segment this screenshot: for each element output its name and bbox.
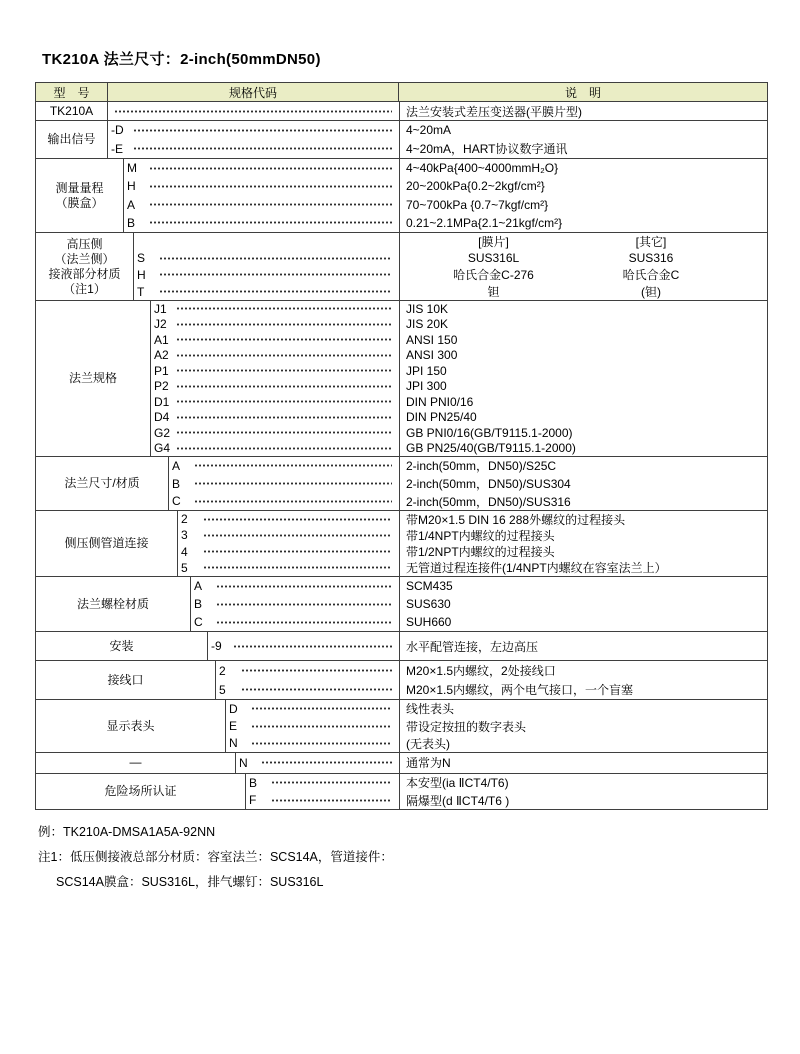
spec-row: [191, 613, 767, 631]
spec-code: -9: [211, 639, 222, 654]
spec-description: 0.21~2.1MPa{2.1~21kgf/cm²}: [399, 214, 767, 232]
spec-description: GB PNI0/16(GB/T9115.1-2000): [399, 425, 767, 441]
section-rows: [108, 121, 767, 158]
hp-material-diaphragm: SUS316L: [467, 251, 520, 266]
spec-description: M20×1.5内螺纹，两个电气接口，一个盲塞: [399, 680, 767, 699]
spec-description: SUS630: [399, 595, 767, 613]
spec-description: 无管道过程连接件(1/4NPT内螺纹在容室法兰上）: [399, 560, 767, 576]
section-label-line: 接线口: [107, 672, 144, 687]
spec-code: T: [137, 284, 145, 299]
header-spec-code: 规格代码: [108, 83, 399, 101]
dotted-leader: [114, 110, 392, 113]
spec-description: 通常为N: [399, 753, 767, 773]
header-description: 说 明: [564, 85, 601, 100]
section-label-line: —: [129, 755, 142, 770]
hp-desc-row: [406, 283, 767, 300]
section-mounting: [36, 632, 767, 661]
spec-code: A2: [154, 348, 169, 363]
spec-row: [191, 595, 767, 613]
note1-line1: 注1：低压侧接液总部分材质：容室法兰：SCS14A，管道接件：: [38, 850, 393, 864]
spec-table: [35, 82, 768, 810]
section-label: [36, 102, 108, 120]
section-label: [36, 301, 151, 456]
header-model: 型 号: [36, 83, 108, 101]
dotted-leader: [251, 707, 392, 710]
dotted-leader: [149, 185, 392, 188]
spec-row: [178, 511, 767, 527]
dotted-leader: [251, 725, 392, 728]
spec-row: [246, 791, 767, 809]
spec-description: 带1/4NPT内螺纹的过程接头: [399, 527, 767, 543]
section-rows: [124, 159, 767, 232]
hp-col-diaphragm: [膜片]: [478, 234, 509, 249]
section-label: [36, 632, 208, 660]
section-rows: [169, 457, 767, 510]
spec-description: 隔爆型(d ⅡCT4/T6 ): [399, 791, 767, 809]
spec-code: M: [127, 161, 137, 176]
spec-description: 20~200kPa{0.2~2kgf/cm²}: [399, 177, 767, 195]
spec-row: [191, 577, 767, 595]
dotted-leader: [251, 742, 392, 745]
dotted-leader: [194, 482, 392, 485]
spec-row: [226, 717, 767, 734]
spec-row: [178, 527, 767, 543]
dotted-leader: [233, 645, 392, 648]
section-label-line: 法兰尺寸/材质: [64, 476, 140, 491]
spec-code: N: [239, 755, 248, 770]
spec-code: 5: [219, 682, 226, 697]
spec-code: N: [229, 736, 238, 751]
dotted-leader: [203, 566, 392, 569]
spec-row: [151, 332, 767, 348]
dotted-leader: [159, 290, 392, 293]
section-conduit-connection: [36, 661, 767, 700]
dotted-leader: [176, 338, 392, 341]
spec-row: [151, 410, 767, 426]
dotted-leader: [203, 550, 392, 553]
spec-row: [216, 661, 767, 680]
spec-code: A: [194, 579, 203, 594]
spec-description: SCM435: [399, 577, 767, 595]
dotted-leader: [133, 147, 392, 150]
spec-row: [246, 774, 767, 792]
section-output-signal: [36, 121, 767, 159]
spec-description: 带设定按扭的数字表头: [399, 717, 767, 734]
spec-row: [226, 700, 767, 717]
dotted-leader: [176, 431, 392, 434]
spec-row: [124, 214, 767, 232]
hp-col-other: [其它]: [635, 234, 667, 249]
spec-code: C: [172, 494, 181, 509]
spec-row: [151, 317, 767, 333]
section-rows: [216, 661, 767, 699]
section-label: [36, 457, 169, 510]
section-rows: [236, 753, 767, 773]
spec-row: [216, 680, 767, 699]
spec-description: (无表头): [399, 735, 767, 752]
spec-description: 70~700kPa {0.7~7kgf/cm²}: [399, 196, 767, 214]
spec-description: 2-inch(50mm，DN50)/SUS304: [399, 475, 767, 493]
spec-row: [124, 177, 767, 195]
dotted-leader: [271, 781, 392, 784]
spec-code: 5: [181, 560, 188, 575]
section-model: [36, 102, 767, 121]
spec-code: D4: [154, 410, 170, 425]
spec-description: GB PN25/40(GB/T9115.1-2000): [399, 441, 767, 457]
section-label-line: 法兰螺栓材质: [76, 596, 149, 611]
section-label-line: 法兰规格: [68, 371, 117, 385]
dotted-leader: [133, 129, 392, 132]
spec-code: G4: [154, 441, 171, 456]
spec-description: 线性表头: [399, 700, 767, 717]
spec-code: -E: [111, 141, 123, 156]
hp-desc-row: [406, 267, 767, 284]
spec-row: [134, 250, 399, 267]
spec-description: 4~20mA: [399, 121, 767, 140]
section-label: [36, 700, 226, 752]
spec-row: [208, 632, 767, 660]
section-label: [36, 774, 246, 809]
spec-code: H: [127, 179, 136, 194]
dotted-leader: [194, 500, 392, 503]
section-hp-side-wetted-material: [36, 233, 767, 301]
spec-description: JIS 20K: [399, 317, 767, 333]
spec-row: [151, 379, 767, 395]
spec-description: DIN PN25/40: [399, 410, 767, 426]
spec-code: C: [194, 615, 203, 630]
dotted-leader: [176, 369, 392, 372]
spec-code: 2: [181, 512, 188, 527]
dotted-leader: [159, 257, 392, 260]
spec-code: A1: [154, 332, 169, 347]
section-label: [36, 159, 124, 232]
spec-row: [178, 560, 767, 576]
spec-row: [124, 196, 767, 214]
spec-code: D: [229, 701, 238, 716]
dotted-leader: [194, 464, 392, 467]
dotted-leader: [176, 354, 392, 357]
spec-row: [178, 544, 767, 560]
spec-code: J1: [154, 301, 167, 316]
spec-description: 本安型(ia ⅡCT4/T6): [399, 774, 767, 792]
spec-row: [226, 735, 767, 752]
spec-code: D1: [154, 394, 170, 409]
section-rows: [226, 700, 767, 752]
spec-code: A: [172, 458, 181, 473]
dotted-leader: [176, 400, 392, 403]
spec-code: 2: [219, 663, 226, 678]
dotted-leader: [271, 799, 392, 802]
spec-row: [169, 475, 767, 493]
note1-line2: SCS14A膜盒：SUS316L，排气螺钉：SUS316L: [56, 875, 324, 889]
section-label: [36, 661, 216, 699]
spec-description: JIS 10K: [399, 301, 767, 317]
section-rows: [108, 102, 767, 120]
dotted-leader: [216, 585, 392, 588]
spec-description: JPI 150: [399, 363, 767, 379]
page-title: TK210A 法兰尺寸：2-inch(50mmDN50): [42, 51, 321, 68]
section-label: [36, 233, 134, 300]
spec-description: JPI 300: [399, 379, 767, 395]
section-label-line: 高压侧: [66, 236, 103, 251]
dotted-leader: [216, 621, 392, 624]
example-line: 例：TK210A-DMSA1A5A-92NN: [38, 825, 216, 839]
dotted-leader: [176, 385, 392, 388]
spec-code: J2: [154, 317, 167, 332]
spec-description: 4~40kPa{400~4000mmH₂O}: [399, 159, 767, 177]
hp-material-other: SUS316: [628, 251, 674, 266]
dotted-leader: [159, 273, 392, 276]
footnotes: [38, 820, 393, 895]
section-label-line: 显示表头: [106, 718, 155, 733]
dotted-leader: [149, 221, 392, 224]
spec-code: B: [127, 215, 136, 230]
hp-material-diaphragm: 哈氏合金C-276: [453, 268, 534, 283]
dotted-leader: [203, 518, 392, 521]
spec-code: 3: [181, 528, 188, 543]
spec-description: DIN PNI0/16: [399, 394, 767, 410]
dotted-leader: [261, 761, 392, 764]
spec-code: G2: [154, 425, 171, 440]
spec-code: B: [249, 775, 258, 790]
dotted-leader: [176, 307, 392, 310]
section-label: [36, 577, 191, 631]
section-rows: [246, 774, 767, 809]
spec-row: [134, 267, 399, 284]
spec-description: 带1/2NPT内螺纹的过程接头: [399, 544, 767, 560]
spec-code: B: [194, 597, 203, 612]
table-header-row: [36, 83, 767, 102]
spec-table-body: [36, 102, 767, 809]
section-indicator: [36, 700, 767, 753]
spec-code: 4: [181, 544, 188, 559]
spec-row: [169, 457, 767, 475]
hp-material-diaphragm: 钽: [487, 285, 500, 300]
section-rows: [191, 577, 767, 631]
section-label-line: 输出信号: [47, 132, 96, 146]
spec-description: 法兰安装式差压变送器(平膜片型): [399, 102, 767, 120]
section-flange-bolt-material: [36, 577, 767, 632]
spec-code: B: [172, 476, 181, 491]
hp-code-rows: [134, 233, 399, 300]
spec-description: ANSI 300: [399, 348, 767, 364]
spec-description: 2-inch(50mm，DN50)/S25C: [399, 457, 767, 475]
spec-description: SUH660: [399, 613, 767, 631]
spec-row: [169, 492, 767, 510]
spec-code: E: [229, 719, 238, 733]
dotted-leader: [203, 534, 392, 537]
spec-code: A: [127, 197, 136, 212]
spec-code: H: [137, 267, 146, 282]
spec-description: 2-inch(50mm，DN50)/SUS316: [399, 492, 767, 510]
section-label-line: （注1）: [63, 281, 106, 296]
spec-row: [151, 348, 767, 364]
spec-row: [108, 102, 767, 120]
spec-description: ANSI 150: [399, 332, 767, 348]
section-label-line: 安装: [109, 638, 134, 653]
spec-row: [236, 753, 767, 773]
spec-code: P2: [154, 379, 169, 394]
hp-desc-header: [406, 233, 767, 250]
dotted-leader: [176, 323, 392, 326]
section-label-line: （膜盒）: [55, 195, 104, 210]
section-lp-side-pipe-connection: [36, 511, 767, 577]
spec-description: 4~20mA，HART协议数字通讯: [399, 140, 767, 159]
section-measuring-range: [36, 159, 767, 233]
section-rows: [151, 301, 767, 456]
spec-row: [108, 121, 767, 140]
dotted-leader: [216, 603, 392, 606]
hp-material-other: (钽): [641, 285, 661, 300]
section-label-line: 接液部分材质: [48, 266, 121, 281]
section-flange-size-material: [36, 457, 767, 511]
spec-description: M20×1.5内螺纹，2处接线口: [399, 661, 767, 680]
spec-code: -D: [111, 123, 124, 138]
section-label: [36, 753, 236, 773]
spec-code: P1: [154, 363, 169, 378]
spec-code: F: [249, 793, 257, 808]
spec-description: 水平配管连接，左边高压: [399, 632, 767, 660]
section-label-line: TK210A: [49, 103, 94, 118]
spec-code: S: [137, 251, 146, 266]
spec-row: [151, 301, 767, 317]
hp-desc-row: [406, 250, 767, 267]
section-rows: [178, 511, 767, 576]
section-label-line: 侧压侧管道连接: [64, 536, 149, 551]
dotted-leader: [149, 167, 392, 170]
section-dash: [36, 753, 767, 774]
section-rows: [208, 632, 767, 660]
spec-row: [108, 140, 767, 159]
section-label-line: （法兰侧）: [54, 251, 115, 266]
spec-row: [151, 441, 767, 457]
spec-row: [151, 394, 767, 410]
section-flange-spec: [36, 301, 767, 457]
section-label-line: 测量量程: [55, 180, 104, 195]
spec-row: [151, 363, 767, 379]
spec-row: [134, 283, 399, 300]
section-label-line: 危险场所认证: [104, 783, 177, 798]
section-hazardous-area-approval: [36, 774, 767, 809]
section-label: [36, 121, 108, 158]
hp-description-cell: [399, 233, 767, 300]
section-label: [36, 511, 178, 576]
hp-material-other: 哈氏合金C: [622, 268, 680, 283]
dotted-leader: [241, 669, 392, 672]
dotted-leader: [176, 416, 392, 419]
spec-row: [151, 425, 767, 441]
spec-description: 带M20×1.5 DIN 16 288外螺纹的过程接头: [399, 511, 767, 527]
dotted-leader: [241, 688, 392, 691]
dotted-leader: [149, 203, 392, 206]
spec-row: [124, 159, 767, 177]
dotted-leader: [176, 447, 392, 450]
